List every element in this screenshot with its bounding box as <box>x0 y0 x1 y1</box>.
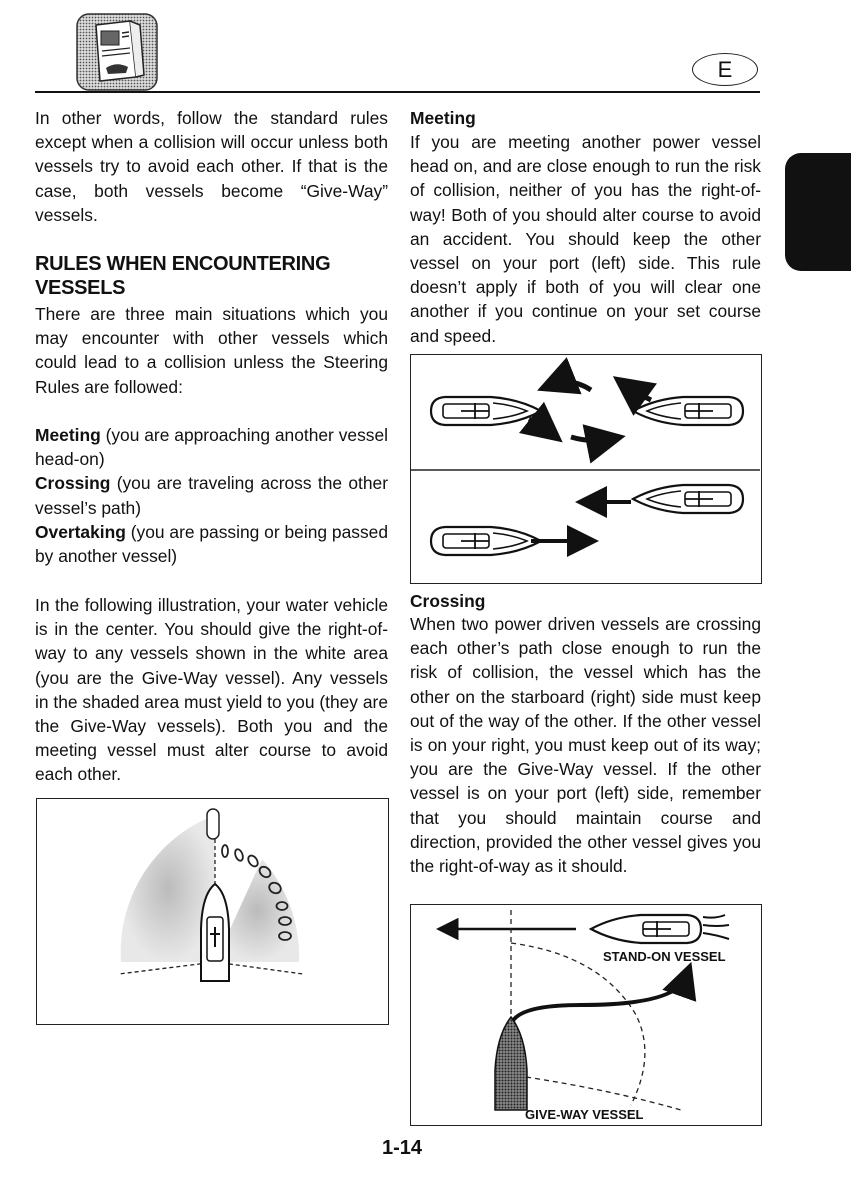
right-of-way-figure <box>36 798 389 1025</box>
situations-list <box>35 423 388 568</box>
crossing-paragraph: When two power driven vessels are crossing each other’s path close enough to run the risk of collision, the vessel which has the other on the starboard (right) side must keep out of the way of the other. If the other vessel is on your right, you must keep out of its way; you are the Give-Way vessel. If the other vessel is on your port (left) side, remember that you should maintain course and direction, provided the other vessel gives you the right-of-way as it should. <box>410 614 761 877</box>
situation-crossing: Crossing (you are traveling across the other vessel’s path) <box>35 473 388 518</box>
situation-overtaking: Overtaking (you are passing or being passed by another vessel) <box>35 521 388 567</box>
page-number: 1-14 <box>382 1137 423 1159</box>
section-heading: RULES WHEN ENCOUNTERING VESSELS <box>35 253 331 299</box>
illustration-paragraph: In the following illustration, your water vehicle is in the center. You should give the right-of-way to any vessels shown in the white area (you are the Give-Way vessel). Any vessels in the shaded area must yield to you (they are the Give-Way vessels). Both you and the meeting vessel must alter course to avoid each other. <box>35 595 388 785</box>
meeting-paragraph: If you are meeting another power vessel head on, and are close enough to run the risk of collision, neither of you has the right-of-way! Both of you should alter course to avoid an accident. You should keep the other vessel on your port (left) side. This rule doesn’t apply if both of you will clear one another if you continue on your set course and speed. <box>410 132 761 346</box>
situations-paragraph: There are three main situations which you may encounter with other vessels which could lead to a collision unless the Steering Rules are followed: <box>35 304 388 397</box>
section-thumb-tab <box>785 153 851 271</box>
give-way-vessel-label: GIVE-WAY VESSEL <box>525 1107 644 1122</box>
crossing-title: Crossing <box>410 591 486 611</box>
header-rule <box>35 91 760 93</box>
crossing-figure <box>410 904 762 1126</box>
intro-paragraph: In other words, follow the standard rules except when a collision will occur unless both vessels try to avoid each other. If that is the case, both vessels become “Give-Way” vessels. <box>35 108 388 225</box>
stand-on-vessel-label: STAND-ON VESSEL <box>603 949 726 964</box>
situation-meeting: Meeting (you are approaching another vessel head-on) <box>35 425 388 470</box>
meeting-title: Meeting <box>410 108 476 128</box>
manual-book-icon <box>76 13 158 91</box>
language-badge: E <box>692 53 758 86</box>
meeting-figure <box>410 354 762 584</box>
